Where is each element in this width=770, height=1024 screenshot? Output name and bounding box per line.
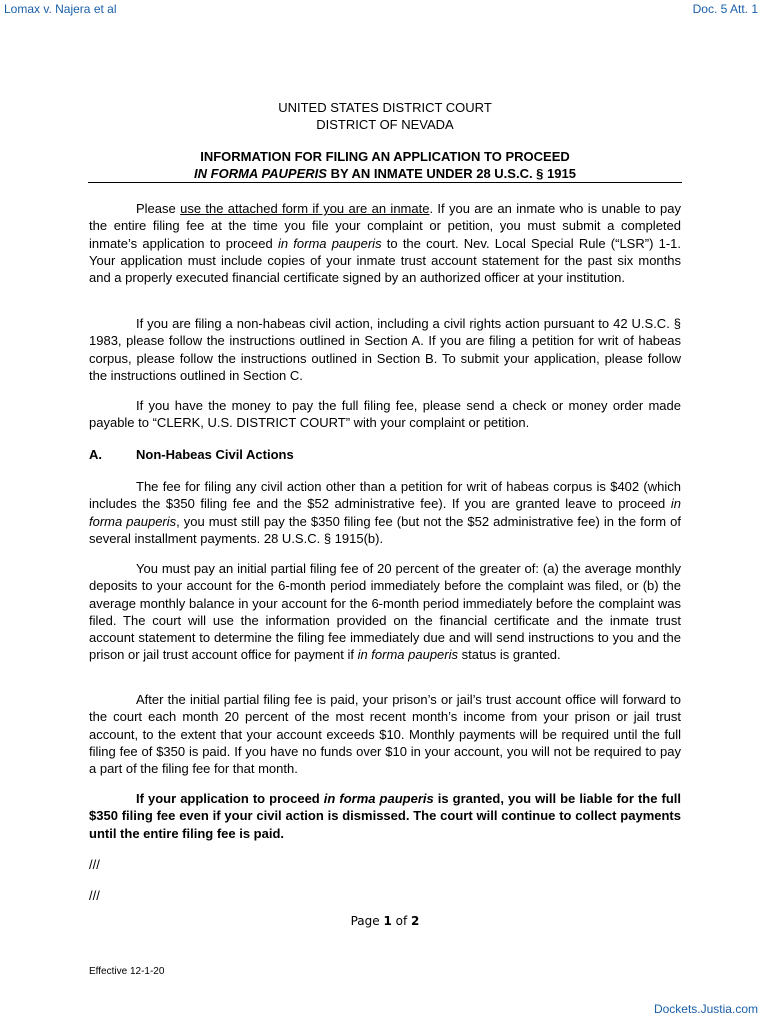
p1-text-a: Please [136,201,181,216]
p7-italic: in forma pauperis [323,791,434,806]
page-total: 2 [411,914,420,928]
continuation-marks-1: /// [89,857,100,872]
p5-italic: in forma pauperis [357,647,459,663]
paragraph-4 [89,478,681,547]
source-link[interactable]: Dockets.Justia.com [653,1002,758,1016]
page-number [0,914,770,928]
title-italic: IN FORMA PAUPERIS [194,166,327,181]
paragraph-5 [89,560,681,664]
paragraph-7 [89,790,681,842]
p7-text-a: If your application to proceed [136,791,324,806]
case-name-link[interactable]: Lomax v. Najera et al [4,2,117,16]
p6-text: After the initial partial filing fee is paid, your prison’s or jail’s trust account office will forward to the court each month 20 percent of the most recent month’s income from your prison or jail trust account, to the extent that your account exceeds $10. Monthly payments will be required until the full filing fee of $350 is paid. If you have no funds over $10 in your account, you will not be required to pay a part of the filing fee for that month. [89,692,681,777]
p5-text-b: status is granted. [458,647,561,663]
paragraph-3 [89,397,681,432]
page-of: of [391,914,412,928]
paragraph-1 [89,200,681,286]
title-rule [88,182,682,183]
paragraph-6 [89,691,681,777]
page-prefix: Page [350,914,384,928]
court-name: UNITED STATES DISTRICT COURT [278,100,492,115]
p1-text-c: to the court. Nev. Local Special Rule (“LSR”) 1-1. Your application must include copies of your inmate trust account statement for the past six months and a properly executed financial certificate signed by an authorized officer at your institution. [89,235,682,286]
section-a-label: A. [89,447,102,462]
p4-italic: in forma pauperis [89,496,681,529]
doc-title-line2 [0,166,770,181]
paragraph-2 [89,315,681,384]
p1-underlined: use the attached form if you are an inmate [180,201,430,216]
p2-text: If you are filing a non-habeas civil action, including a civil rights action pursuant to 42 U.S.C. § 1983, please follow the instructions outlined in Section A. If you are filing a petition for writ of habeas corpus, please follow the instructions outlined in Section B. To submit your application, please follow the instructions outlined in Section C. [89,316,681,383]
title-rest: BY AN INMATE UNDER 28 U.S.C. § 1915 [326,166,576,181]
effective-date: Effective 12-1-20 [89,966,165,977]
p5-text-a: You must pay an initial partial filing fee of 20 percent of the greater of: (a) the average monthly deposits to your account for the 6-month period immediately before the complaint was filed, or (b) the average monthly balance in your account for the 6-month period immediately before the complaint was filed. The court will use the information provided on the financial certificate and the inmate trust account statement to determine the filing fee immediately due and will send instructions to you and the prison or jail trust account office for payment if [89,561,681,663]
p1-text-b: . If you are an inmate who is unable to pay the entire filing fee at the time you file your complaint or petition, you must submit a completed inmate’s application to proceed [89,201,681,251]
p3-text: If you have the money to pay the full filing fee, please send a check or money order made payable to “CLERK, U.S. DISTRICT COURT” with your complaint or petition. [89,398,681,431]
page-current: 1 [383,914,392,928]
p1-italic: in forma pauperis [277,235,382,251]
continuation-marks-2: /// [89,888,100,903]
section-a-title: Non-Habeas Civil Actions [136,447,294,462]
court-district: DISTRICT OF NEVADA [316,117,454,132]
p7-text-b: is granted, you will be liable for the full $350 filing fee even if your civil action is dismissed. The court will continue to collect payments until the entire filing fee is paid. [89,791,681,841]
section-a-heading [89,447,294,462]
p4-text-a: The fee for filing any civil action other than a petition for writ of habeas corpus is $402 (which includes the $350 filing fee and the $52 administrative fee). If you are granted leave to proceed [89,479,681,512]
doc-ref-link[interactable]: Doc. 5 Att. 1 [692,2,758,16]
doc-title-line1: INFORMATION FOR FILING AN APPLICATION TO PROCEED [200,149,570,164]
p4-text-b: , you must still pay the $350 filing fee (but not the $52 administrative fee) in the form of several installment payments. 28 U.S.C. § 1915(b). [89,513,681,546]
